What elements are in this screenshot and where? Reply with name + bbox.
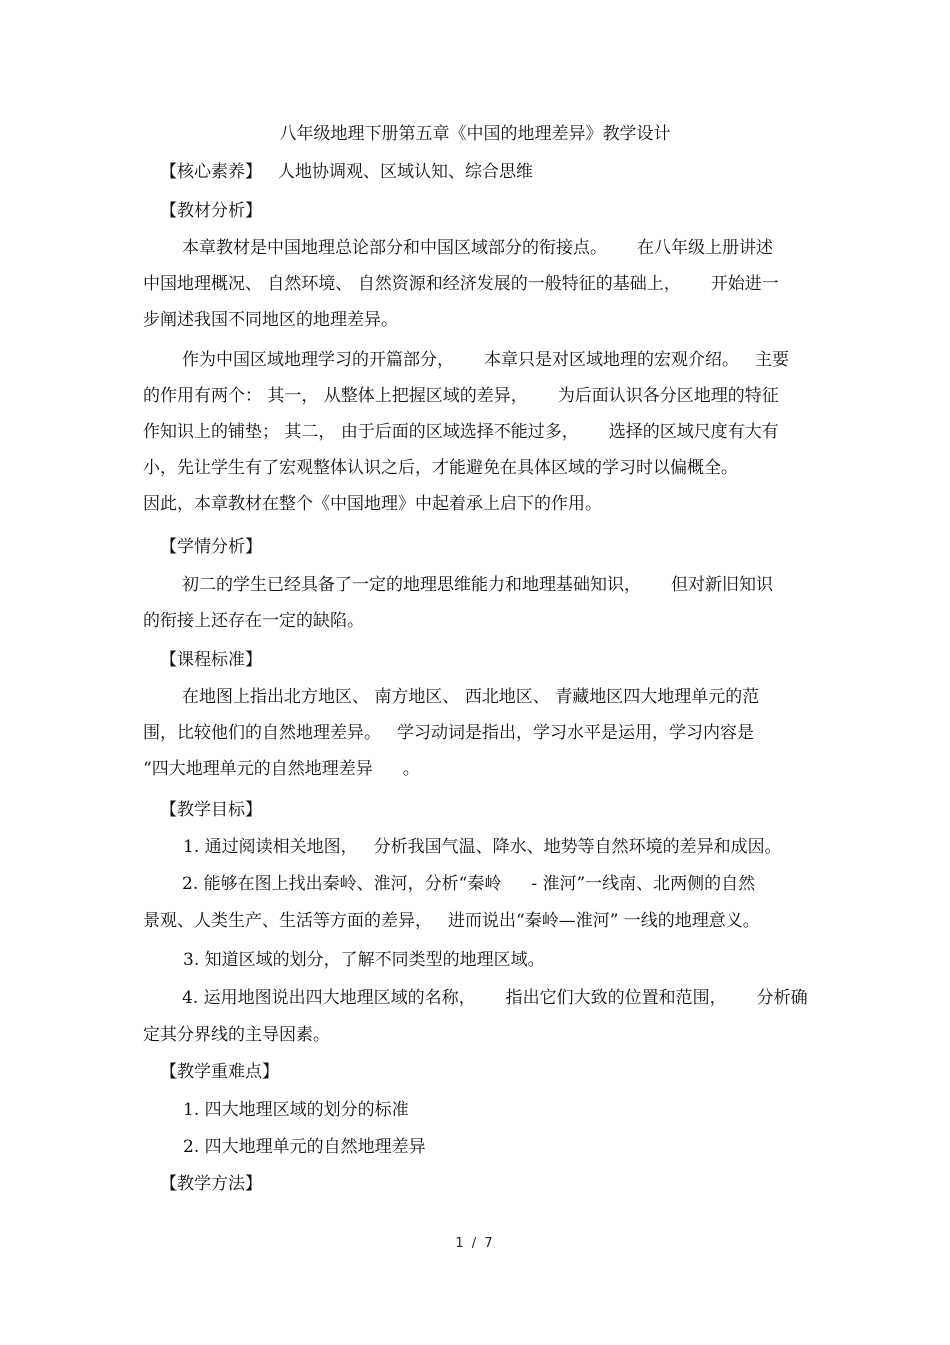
text-line: 2. 能够在图上找出秦岭、淮河，分析“秦岭 - 淮河”一线南、北两侧的自然: [182, 874, 756, 894]
teaching-methods-heading: 【教学方法】: [160, 1174, 262, 1194]
text-line: “四大地理单元的自然地理差异 。: [143, 759, 420, 779]
text-line: 本章教材是中国地理总论部分和中国区域部分的衔接点。 在八年级上册讲述: [182, 238, 773, 258]
goal-1: 1. 通过阅读相关地图， 分析我国气温、降水、地势等自然环境的差异和成因。: [183, 837, 782, 857]
text-line: 小，先让学生有了宏观整体认识之后，才能避免在具体区域的学习时以偏概全。: [143, 458, 738, 478]
text-line: 定其分界线的主导因素。: [143, 1025, 330, 1045]
learner-paragraph: [143, 573, 808, 645]
textbook-paragraph-2: [143, 348, 808, 530]
key-difficult-points-heading: 【教学重难点】: [160, 1062, 279, 1082]
page-number: 1 / 7: [455, 1236, 495, 1251]
text-line: 景观、人类生产、生活等方面的差异， 进而说出“秦岭—淮河” 一线的地理意义。: [143, 911, 760, 931]
textbook-paragraph-1: [143, 236, 808, 344]
key-point-2: 2. 四大地理单元的自然地理差异: [183, 1137, 426, 1157]
text-line: 的作用有两个： 其一， 从整体上把握区域的差异， 为后面认识各分区地理的特征: [143, 386, 779, 406]
goal-4: [143, 986, 808, 1059]
textbook-analysis-heading: 【教材分析】: [160, 201, 262, 221]
core-competency-label: 【核心素养】: [160, 162, 262, 182]
text-line: 初二的学生已经具备了一定的地理思维能力和地理基础知识， 但对新旧知识: [182, 575, 773, 595]
goal-2: [143, 872, 808, 945]
text-line: 中国地理概况、 自然环境、 自然资源和经济发展的一般特征的基础上， 开始进一: [143, 274, 779, 294]
goal-3: 3. 知道区域的划分，了解不同类型的地理区域。: [183, 950, 545, 970]
curriculum-standard-heading: 【课程标准】: [160, 650, 262, 670]
teaching-goals-heading: 【教学目标】: [160, 800, 262, 820]
curriculum-standard-paragraph: [143, 685, 808, 793]
text-line: 步阐述我国不同地区的地理差异。: [143, 310, 398, 330]
core-competency-text: 人地协调观、区域认知、综合思维: [278, 162, 533, 182]
core-competency-line: [160, 160, 533, 184]
text-line: 作知识上的铺垫； 其二， 由于后面的区域选择不能过多， 选择的区域尺度有大有: [143, 422, 779, 442]
text-line: 因此，本章教材在整个《中国地理》中起着承上启下的作用。: [143, 494, 602, 514]
document-title: 八年级地理下册第五章《中国的地理差异》教学设计: [279, 124, 671, 144]
learner-analysis-heading: 【学情分析】: [160, 537, 262, 557]
key-point-1: 1. 四大地理区域的划分的标准: [183, 1100, 409, 1120]
text-line: 4. 运用地图说出四大地理区域的名称， 指出它们大致的位置和范围， 分析确: [182, 988, 808, 1008]
text-line: 在地图上指出北方地区、 南方地区、 西北地区、 青藏地区四大地理单元的范: [182, 687, 760, 707]
text-line: 的衔接上还存在一定的缺陷。: [143, 611, 364, 631]
text-line: 作为中国区域地理学习的开篇部分， 本章只是对区域地理的宏观介绍。 主要: [182, 350, 789, 370]
text-line: 围，比较他们的自然地理差异。 学习动词是指出，学习水平是运用，学习内容是: [143, 723, 754, 743]
